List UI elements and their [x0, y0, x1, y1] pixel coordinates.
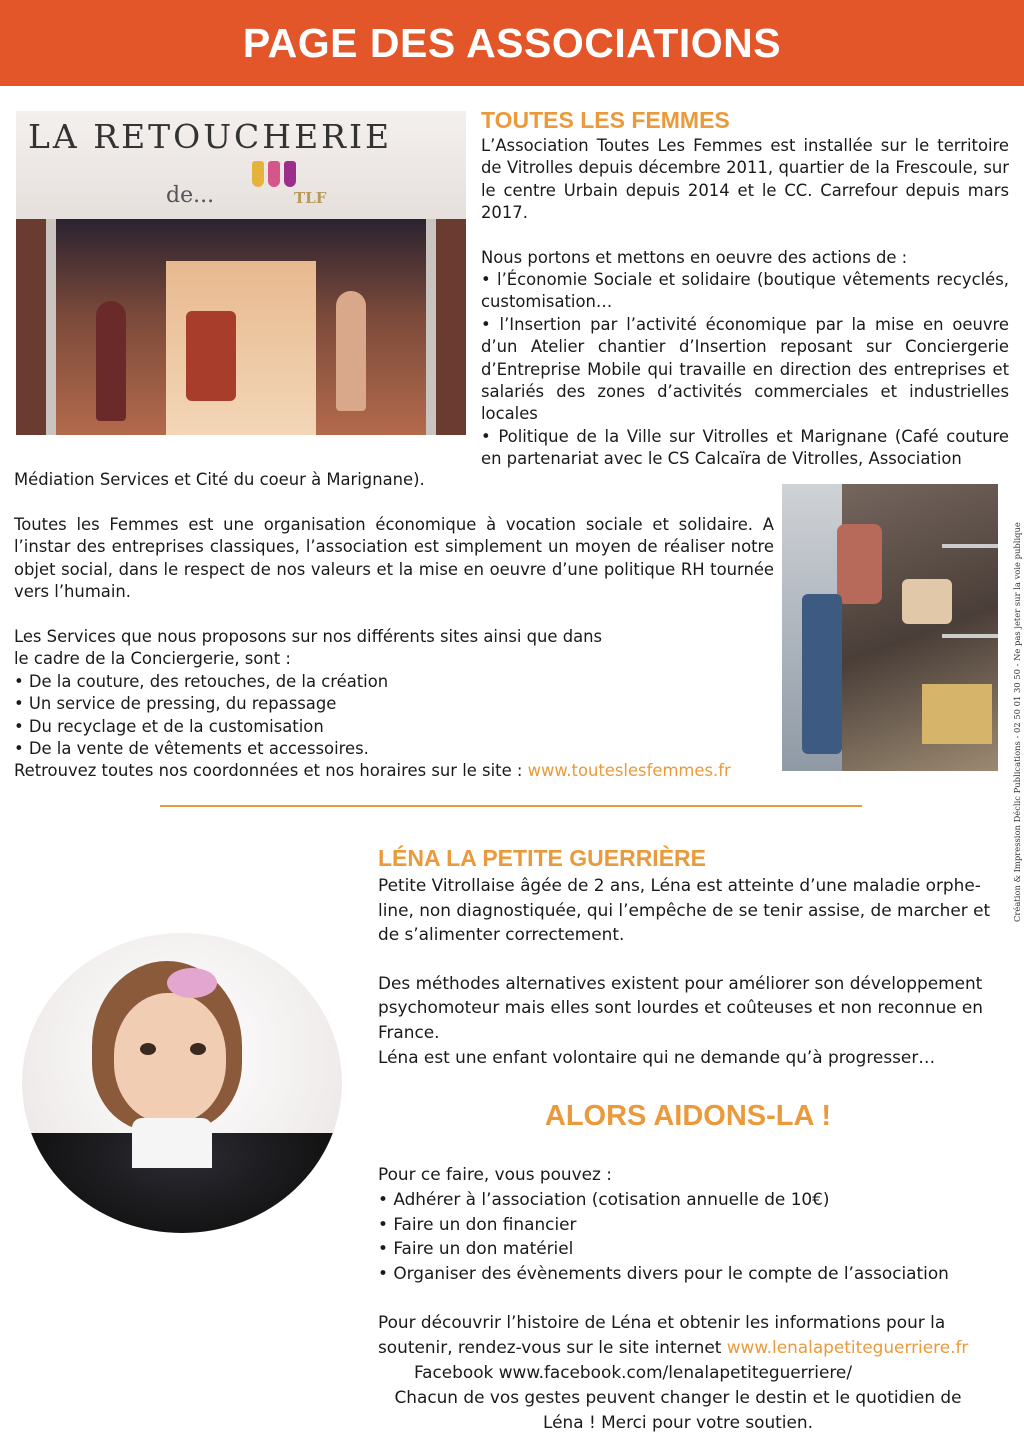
actions-intro: Nous portons et mettons en oeuvre des actions de : [481, 247, 908, 267]
section1-right-column [481, 135, 1009, 471]
services-intro: le cadre de la Conciergerie, sont : [14, 649, 291, 669]
help-item: • Organiser des évènements divers pour le compte de l’association [378, 1263, 949, 1284]
shop-sign-title: LA RETOUCHERIE [28, 117, 393, 156]
store-shelf [942, 544, 998, 548]
store-jeans [802, 594, 842, 754]
shop-sign-subtitle: de... [166, 183, 215, 208]
closing-block [378, 1385, 978, 1435]
lena-website-link[interactable]: www.lenalapetiteguerriere.fr [726, 1336, 969, 1357]
callout-alors-aidons-la: ALORS AIDONS-LA ! [544, 1100, 832, 1132]
store-shirt [837, 524, 882, 604]
closing-line: Chacun de vos gestes peuvent changer le destin et le quotidien de [394, 1387, 962, 1407]
shop-sign [16, 111, 466, 219]
shop-front-photo [16, 111, 466, 435]
action-item: • l’Économie Sociale et solidaire (boutique vêtements recyclés, customisation… [481, 270, 1009, 312]
lena-intro: Petite Vitrollaise âgée de 2 ans, Léna est atteinte d’une maladie orphe-line, non diagnostiquée, qui l’empêche de se tenir assise, de marcher et de s’alimenter correctement. [378, 875, 991, 945]
help-item: • Adhérer à l’association (cotisation annuelle de 10€) [378, 1188, 830, 1209]
lena-methods: Des méthodes alternatives existent pour améliorer son développement psychomoteur mais elles sont lourdes et coûteuses et non reconnue en France. [378, 972, 984, 1042]
help-block [378, 1162, 998, 1360]
child-eye [190, 1043, 206, 1055]
child-hair-bow [167, 968, 217, 998]
dress-icon [284, 161, 296, 187]
closing-line: Léna ! Merci pour votre soutien. [543, 1411, 813, 1432]
page-banner [0, 0, 1024, 86]
dress-icon [252, 161, 264, 187]
child-portrait-photo [22, 933, 342, 1233]
service-item: • Du recyclage et de la customisation [14, 716, 324, 736]
action-item: • l’Insertion par l’activité économique par la mise en oeuvre d’un Atelier chantier d’Insertion reposant sur Conciergerie d’Entreprise Mobile qui travaille en direction des entreprises et salariés des zones d’activités commerciales et industrielles locales [481, 314, 1009, 424]
mannequin [336, 291, 366, 411]
shop-frame [46, 219, 56, 435]
website-lead: Retrouvez toutes nos coordonnées et nos horaires sur le site : [14, 761, 528, 781]
dress-icon [268, 161, 280, 187]
services-intro: Les Services que nous proposons sur nos différents sites ainsi que dans [14, 627, 603, 646]
action-item-continued: Médiation Services et Cité du coeur à Marignane). [14, 470, 425, 489]
services-block [14, 626, 774, 783]
org-paragraph: Toutes les Femmes est une organisation économique à vocation sociale et solidaire. A l’instar des entreprises classiques, l’association est simplement un moyen de réaliser notre objet social, dans le respect de nos valeurs et la mise en oeuvre d’une politique RH tournée vers l’humain. [14, 515, 774, 602]
page-title: PAGE DES ASSOCIATIONS [242, 19, 782, 66]
section2-text [378, 873, 998, 1069]
discover-paragraph [378, 1310, 998, 1360]
mannequin [96, 301, 126, 421]
lena-volunteer: Léna est une enfant volontaire qui ne demande qu’à progresser… [378, 1046, 936, 1067]
section-separator [160, 805, 862, 807]
action-item: • Politique de la Ville sur Vitrolles et Marignane (Café couture en partenariat avec le CS Calcaïra de Vitrolles, Association [481, 426, 1009, 469]
service-item: • De la vente de vêtements et accessoires. [14, 739, 369, 759]
discover-text: Pour découvrir l’histoire de Léna et obtenir les informations pour la soutenir, rendez-vous sur le site internet [378, 1311, 946, 1357]
store-interior-photo [782, 484, 998, 771]
shop-frame [426, 219, 436, 435]
service-item: • Un service de pressing, du repassage [14, 694, 337, 714]
website-link[interactable]: www.touteslesfemmes.fr [527, 761, 731, 781]
help-item: • Faire un don matériel [378, 1238, 574, 1259]
child-top [132, 1118, 212, 1168]
shop-plant [186, 311, 236, 401]
print-credit: Création & Impression Déclic Publications - 02 50 01 30 50 - Ne pas jeter sur la voie publique [1012, 522, 1022, 922]
store-shelf [942, 634, 998, 638]
store-box [922, 684, 992, 744]
service-item: • De la couture, des retouches, de la création [14, 671, 389, 691]
shop-sign-brand: TLF [294, 189, 327, 207]
facebook-link[interactable]: Facebook www.facebook.com/lenalapetiteguerriere/ [413, 1362, 853, 1382]
store-bag [902, 579, 952, 624]
intro-paragraph: L’Association Toutes Les Femmes est installée sur le territoire de Vitrolles depuis décembre 2011, quartier de la Frescoule, sur le centre Urbain depuis 2014 et le CC. Carrefour depuis mars 2017. [481, 136, 1009, 223]
child-face [114, 993, 226, 1123]
help-intro: Pour ce faire, vous pouvez : [378, 1164, 612, 1184]
website-line [14, 760, 774, 782]
section-heading-toutes-les-femmes: TOUTES LES FEMMES [481, 107, 730, 133]
child-eye [140, 1043, 156, 1055]
section-heading-lena: LÉNA LA PETITE GUERRIÈRE [378, 845, 706, 871]
help-item: • Faire un don financier [378, 1213, 577, 1234]
